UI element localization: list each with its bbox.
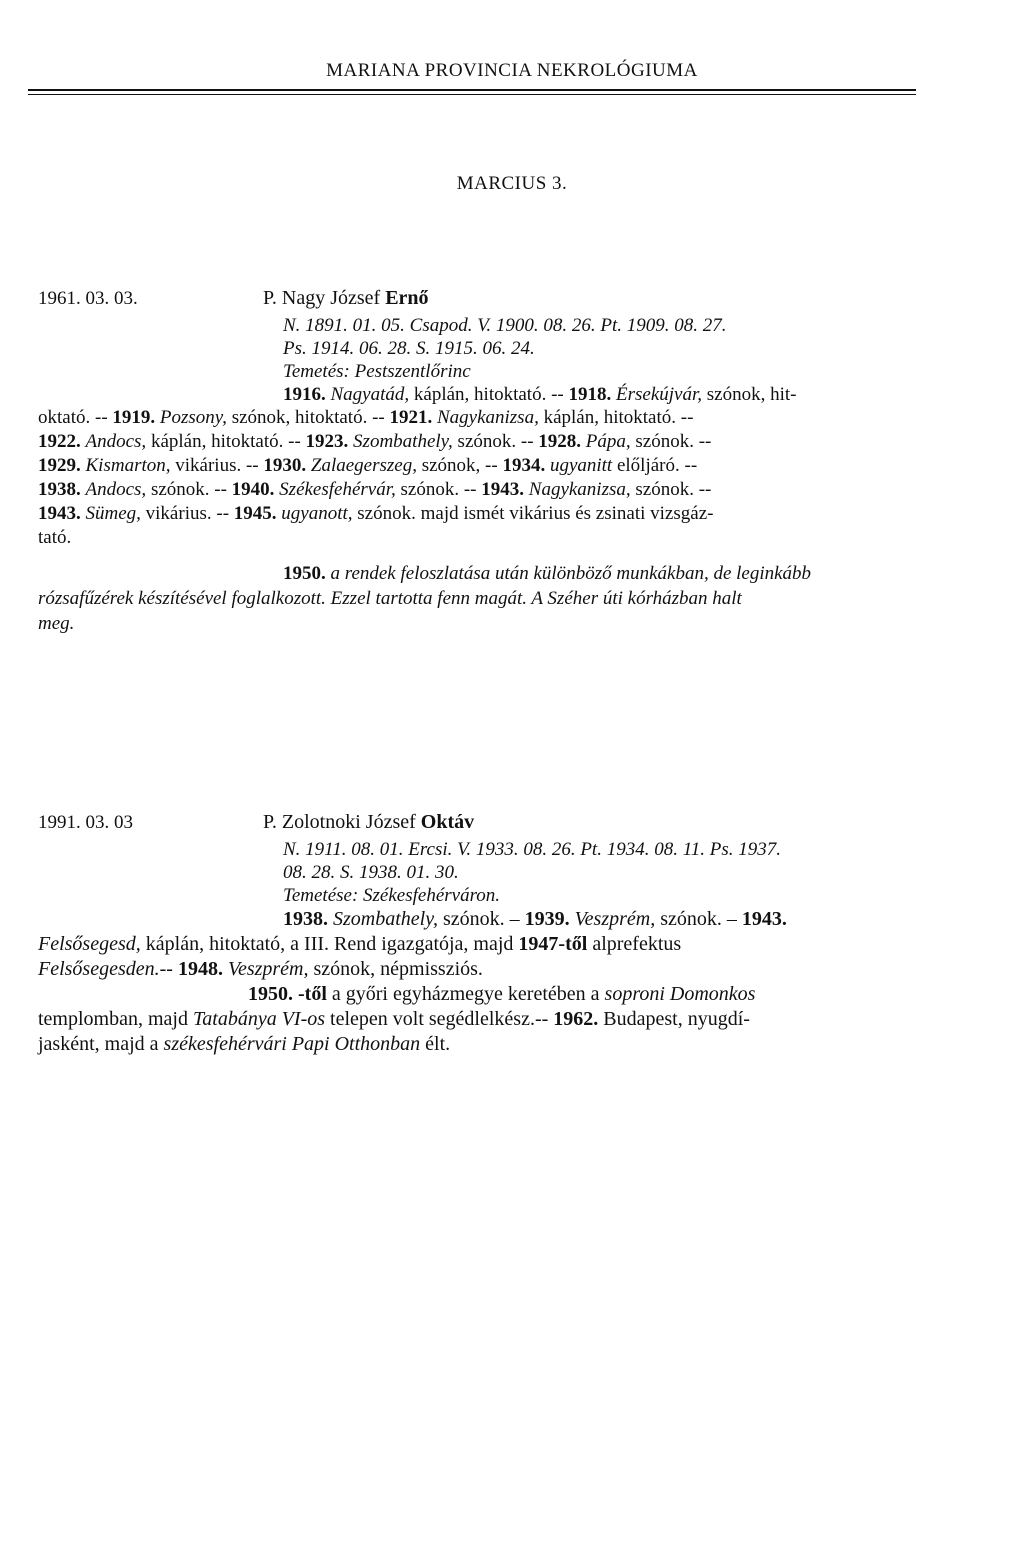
header-rule: [28, 89, 916, 91]
vital-data-line: N. 1891. 01. 05. Csapod. V. 1900. 08. 26. Pt. 1909. 08. 27.: [283, 315, 727, 336]
bio-line: 1938. Szombathely, szónok. – 1939. Veszprém, szónok. – 1943.: [283, 908, 787, 930]
bio-line: 1922. Andocs, káplán, hitoktató. -- 1923. Szombathely, szónok. -- 1928. Pápa, szónok. --: [38, 431, 712, 452]
burial-line: Temetése: Székesfehérváron.: [283, 885, 501, 906]
bio-line: Felsősegesd, káplán, hitoktató, a III. Rend igazgatója, majd 1947-től alprefektus: [38, 933, 682, 955]
burial-line: Temetés: Pestszentlőrinc: [283, 361, 471, 382]
bio-line: templomban, majd Tatabánya VI-os telepen volt segédlelkész.-- 1962. Budapest, nyugdí-: [38, 1008, 750, 1030]
religious-name: Oktáv: [420, 811, 475, 833]
bio-line: jasként, majd a székesfehérvári Papi Otthonban élt.: [38, 1033, 451, 1055]
bio-line: 1943. Sümeg, vikárius. -- 1945. ugyanott, szónok. majd ismét vikárius és zsinati vizsgáz-: [38, 503, 714, 524]
bio-line: 1950. -től a győri egyházmegye keretében a soproni Domonkos: [248, 983, 756, 1005]
bio-line: oktató. -- 1919. Pozsony, szónok, hitoktató. -- 1921. Nagykanizsa, káplán, hitoktató. --: [38, 407, 694, 428]
bio-line: 1950. a rendek feloszlatása után különböző munkákban, de leginkább: [283, 563, 812, 584]
vital-data-line: Ps. 1914. 06. 28. S. 1915. 06. 24.: [283, 338, 535, 359]
bio-line: meg.: [38, 613, 75, 634]
page-header: MARIANA PROVINCIA NEKROLÓGIUMA: [326, 60, 698, 81]
bio-line: 1938. Andocs, szónok. -- 1940. Székesfehérvár, szónok. -- 1943. Nagykanizsa, szónok. --: [38, 479, 712, 500]
person-name: P. Zolotnoki József Oktáv: [263, 811, 475, 833]
bio-line: tató.: [38, 527, 72, 548]
header-rule-thin: [28, 94, 916, 95]
date-title: MARCIUS 3.: [456, 173, 568, 194]
vital-data-line: 08. 28. S. 1938. 01. 30.: [283, 862, 459, 883]
bio-line: 1916. Nagyatád, káplán, hitoktató. -- 1918. Érsekújvár, szónok, hit-: [283, 384, 797, 405]
person-name: P. Nagy József Ernő: [263, 287, 429, 309]
bio-line: rózsafűzérek készítésével foglalkozott. Ezzel tartotta fenn magát. A Széher úti kórházban halt: [38, 588, 742, 609]
bio-line: Felsősegesden.-- 1948. Veszprém, szónok, népmissziós.: [38, 958, 483, 980]
vital-data-line: N. 1911. 08. 01. Ercsi. V. 1933. 08. 26. Pt. 1934. 08. 11. Ps. 1937.: [283, 839, 782, 860]
bio-line: 1929. Kismarton, vikárius. -- 1930. Zalaegerszeg, szónok, -- 1934. ugyanitt előljáró. --: [38, 455, 698, 476]
death-date: 1991. 03. 03: [38, 812, 133, 833]
death-date: 1961. 03. 03.: [38, 288, 138, 309]
religious-name: Ernő: [385, 287, 429, 309]
